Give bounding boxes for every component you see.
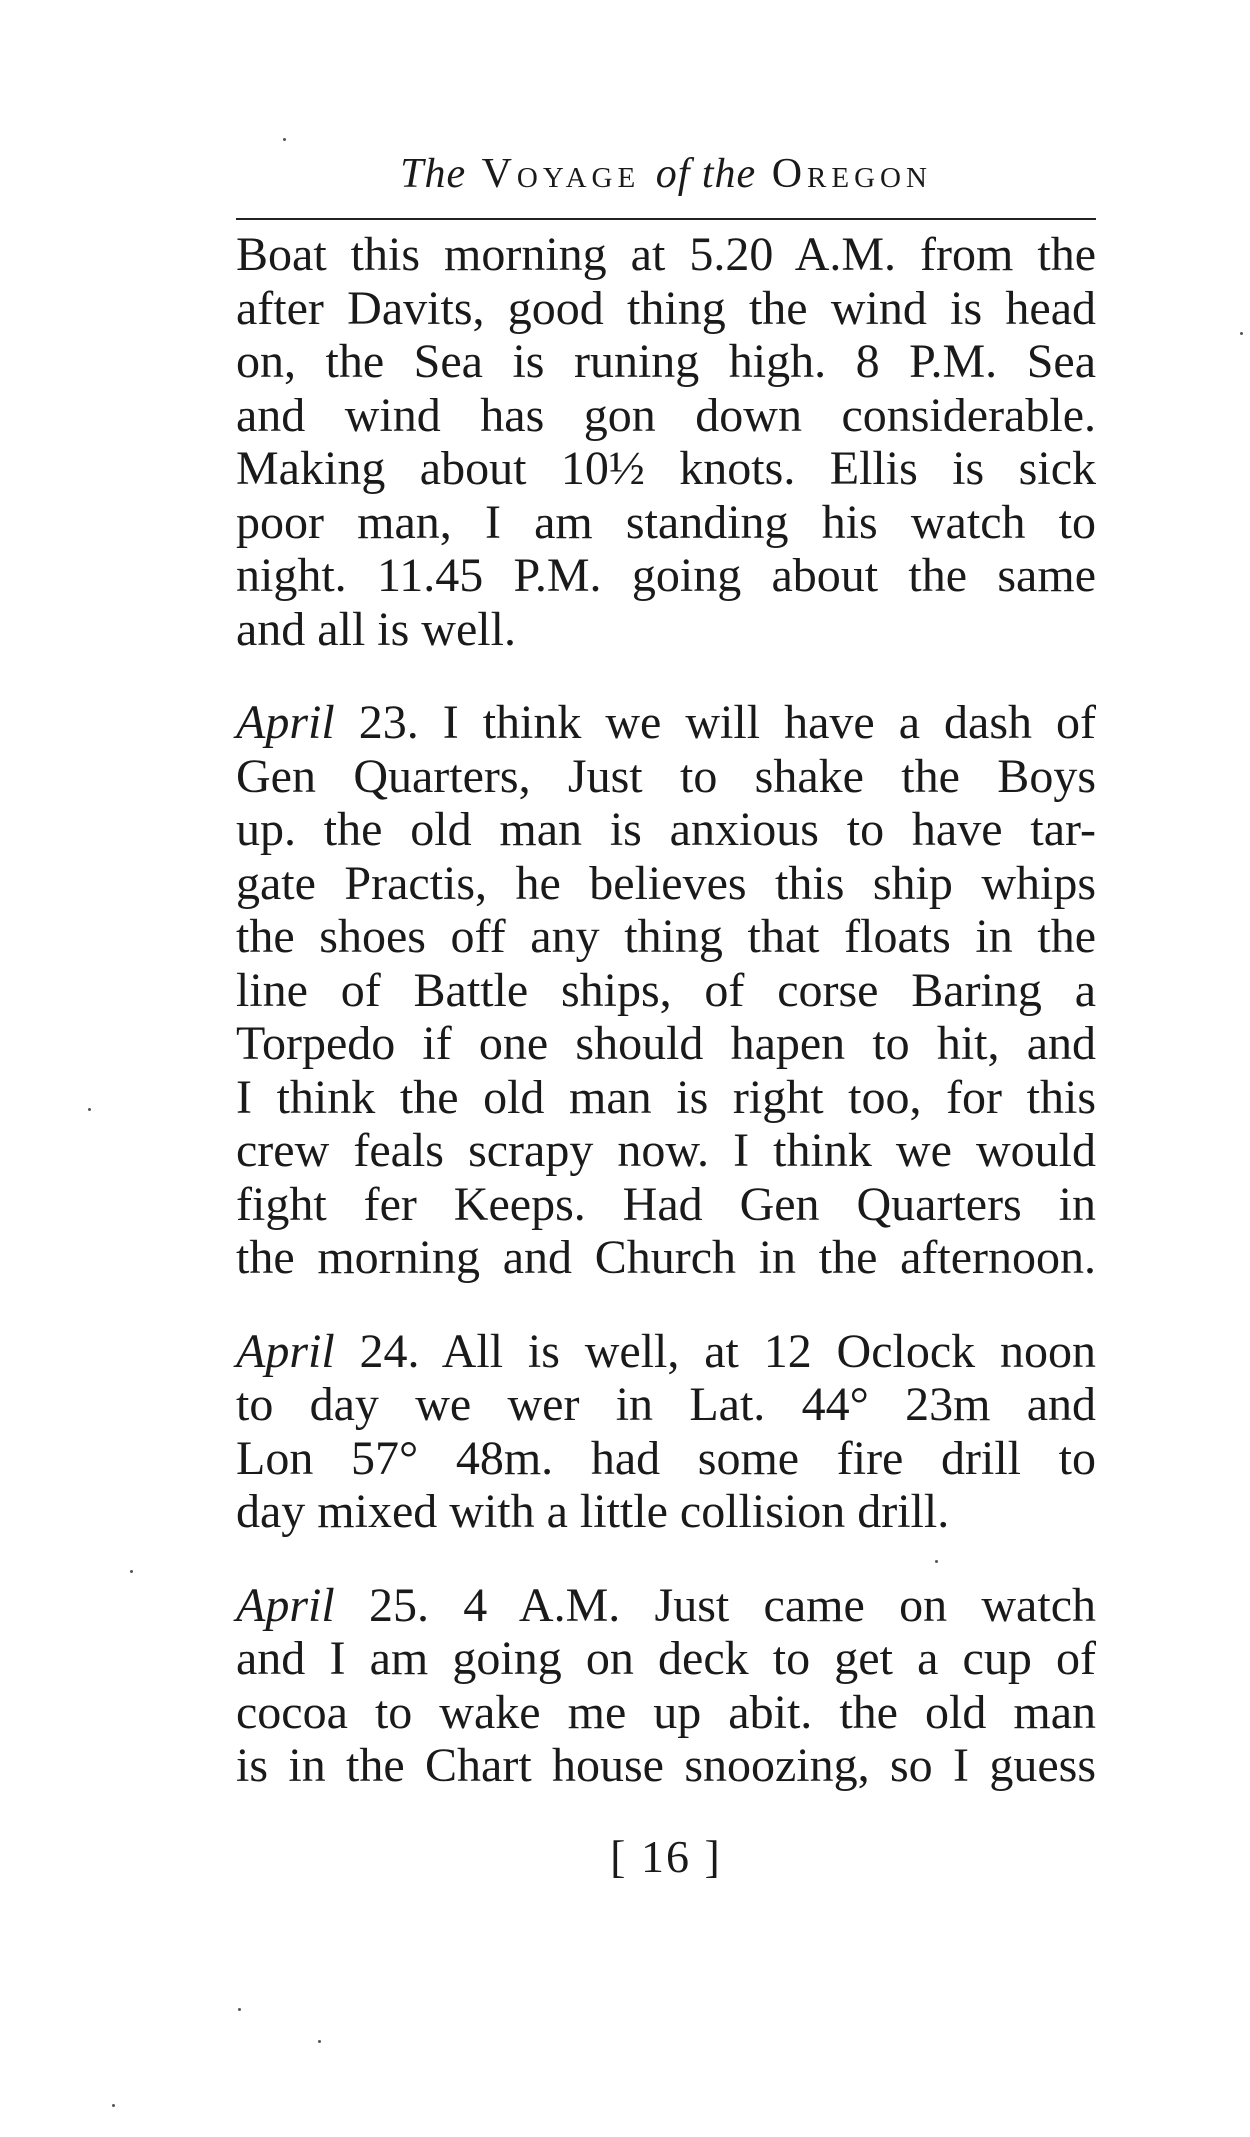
scan-speck — [88, 1108, 91, 1111]
text-line: Boat this morning at 5.20 A.M. from the — [236, 228, 1096, 281]
page-number: [ 16 ] — [610, 1831, 722, 1882]
entry-first-text: 24. All is well, at 12 Oclock noon — [334, 1324, 1096, 1378]
text-line: to day we wer in Lat. 44° 23m and — [236, 1378, 1096, 1431]
text-line: poor man, I am standing his watch to — [236, 495, 1096, 549]
scan-speck — [935, 1560, 938, 1563]
text-line: gate Practis, he believes this ship whips — [236, 856, 1096, 910]
text-line: Gen Quarters, Just to shake the Boys — [236, 749, 1096, 803]
scan-speck — [112, 2104, 115, 2107]
text-line: and wind has gon down considerable. — [236, 388, 1096, 442]
text-line: fight fer Keeps. Had Gen Quarters in — [236, 1177, 1096, 1231]
text-line: cocoa to wake me up abit. the old man — [236, 1685, 1096, 1739]
text-line: Torpedo if one should hapen to hit, and — [236, 1017, 1096, 1070]
running-head-oregon: Oregon — [771, 151, 932, 197]
paragraph-continuation — [236, 228, 1096, 656]
scan-speck — [1240, 332, 1243, 335]
text-line: line of Battle ships, of corse Baring a — [236, 963, 1096, 1017]
entry-first-text: 23. I think we will have a dash of — [334, 696, 1096, 749]
diary-entry-april-23 — [236, 696, 1096, 1285]
header-rule — [236, 218, 1096, 220]
text-line: Making about 10½ knots. Ellis is sick — [236, 442, 1096, 495]
diary-entry-april-24 — [236, 1325, 1096, 1539]
running-head-voyage: Voyage — [481, 151, 641, 197]
body-text — [236, 228, 1096, 1833]
text-line: is in the Chart house snoozing, so I guess — [236, 1739, 1096, 1792]
entry-first-line — [236, 1579, 1096, 1633]
text-line: crew feals scrapy now. I think we would — [236, 1124, 1096, 1177]
text-line: the shoes off any thing that floats in the — [236, 910, 1096, 963]
running-head-of-the: of the — [655, 151, 757, 197]
text-line: and all is well. — [236, 602, 516, 656]
text-line: on, the Sea is runing high. 8 P.M. Sea — [236, 335, 1096, 388]
text-line: and I am going on deck to get a cup of — [236, 1632, 1096, 1685]
entry-date: April — [236, 696, 335, 749]
text-line: up. the old man is anxious to have tar- — [236, 803, 1096, 856]
entry-first-line — [236, 696, 1096, 750]
scan-speck — [130, 1570, 133, 1573]
text-line: after Davits, good thing the wind is head — [236, 281, 1096, 335]
text-line: night. 11.45 P.M. going about the same — [236, 549, 1096, 602]
text-line: I think the old man is right too, for this — [236, 1070, 1096, 1124]
entry-first-text: 25. 4 A.M. Just came on watch — [334, 1578, 1096, 1632]
running-head-the: The — [400, 151, 467, 197]
diary-entry-april-25 — [236, 1579, 1096, 1793]
scan-speck — [318, 2040, 321, 2043]
running-head — [236, 150, 1096, 198]
entry-date: April — [236, 1324, 335, 1378]
scan-speck — [238, 2008, 241, 2011]
text-line: Lon 57° 48m. had some fire drill to — [236, 1431, 1096, 1485]
entry-first-line — [236, 1325, 1096, 1379]
text-line: day mixed with a little collision drill. — [236, 1485, 950, 1538]
text-line: the morning and Church in the afternoon. — [236, 1231, 1096, 1284]
entry-date: April — [236, 1578, 335, 1632]
scan-speck — [283, 138, 286, 141]
